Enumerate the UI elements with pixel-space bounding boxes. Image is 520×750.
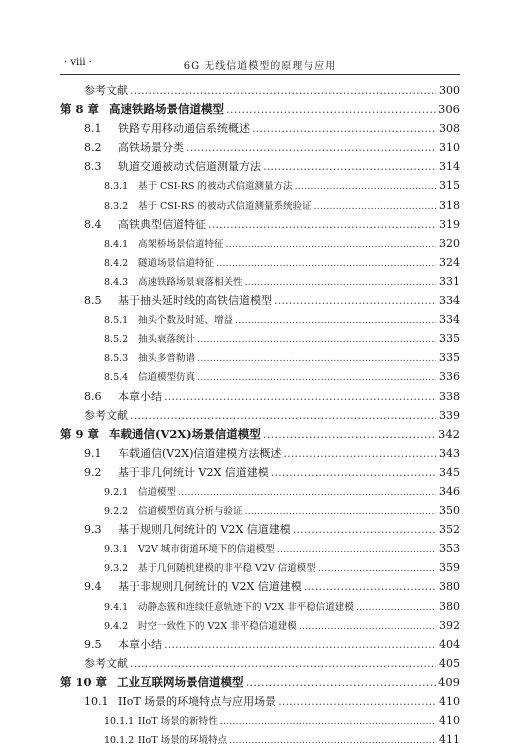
toc-entry-title: 基于几何随机建模的非平稳 V2V 信道模型 — [138, 563, 316, 575]
toc-entry-page: 310 — [439, 141, 460, 155]
toc-section-entry[interactable] — [60, 387, 460, 406]
dot-leader — [283, 444, 436, 463]
toc-section-entry[interactable] — [60, 463, 460, 482]
toc-references-entry[interactable] — [60, 406, 460, 425]
toc-entry-label — [84, 387, 162, 406]
toc-entry-number: 9.4.2 — [104, 620, 129, 632]
toc-entry-label — [84, 138, 184, 157]
toc-entry-page: 308 — [439, 122, 460, 136]
toc-entry-number: 8.3.2 — [104, 200, 129, 212]
toc-entry-label — [84, 520, 291, 539]
toc-entry-label — [60, 673, 244, 692]
toc-entry-page: 335 — [439, 332, 460, 346]
toc-entry-title: 轨道交通被动式信道测量方法 — [118, 160, 261, 174]
toc-entry-number: 9.3 — [84, 523, 102, 537]
toc-entry-page: 336 — [439, 370, 460, 384]
toc-entry-number: 9.4 — [84, 580, 102, 594]
dot-leader — [356, 598, 436, 617]
toc-entry-page: 409 — [438, 674, 460, 689]
toc-entry-page: 410 — [439, 695, 460, 708]
toc-entry-title: 基于非几何统计 V2X 信道建模 — [118, 465, 269, 479]
toc-entry-page: 345 — [439, 465, 460, 479]
toc-entry-page: 324 — [439, 255, 460, 269]
toc-entry-label — [104, 254, 214, 273]
dot-leader — [164, 635, 436, 654]
toc-entry-title: 信道模型仿真 — [138, 372, 196, 384]
toc-entry-label — [84, 692, 276, 711]
toc-entry-number: 8.4.3 — [104, 276, 129, 288]
toc-entry-label — [104, 177, 292, 196]
toc-entry-title: 铁路专用移动通信系统概述 — [118, 122, 250, 136]
dot-leader — [186, 138, 436, 157]
dot-leader — [216, 254, 436, 273]
toc-entry-label — [104, 483, 176, 502]
toc-entry-title: 本章小结 — [118, 637, 162, 651]
toc-subsection-entry[interactable] — [60, 501, 460, 520]
toc-section-entry[interactable] — [60, 119, 460, 138]
toc-entry-title: 信道模型 — [138, 486, 177, 498]
toc-entry-number: 8.1 — [84, 122, 102, 136]
toc-entry-label — [104, 197, 311, 216]
toc-entry-title: 参考文献 — [84, 656, 128, 670]
toc-entry-page: 343 — [439, 446, 460, 460]
dot-leader — [318, 559, 436, 578]
toc-entry-label — [84, 215, 206, 234]
dot-leader — [130, 81, 436, 100]
toc-entry-label — [84, 406, 128, 425]
toc-subsection-entry[interactable] — [60, 730, 460, 749]
toc-section-entry[interactable] — [60, 215, 460, 234]
toc-entry-title: 基于规则几何统计的 V2X 信道建模 — [118, 523, 291, 537]
toc-subsection-entry[interactable] — [60, 539, 460, 558]
toc-entry-label — [104, 235, 224, 254]
toc-entry-title: 抽头多普勒谱 — [138, 353, 196, 365]
toc-entry-number: 10.1.1 — [104, 716, 135, 728]
toc-entry-number: 8.5.4 — [104, 372, 129, 384]
toc-entry-label — [104, 712, 218, 731]
dot-leader — [246, 673, 436, 692]
toc-entry-label — [104, 598, 354, 617]
toc-entry-page: 352 — [439, 523, 460, 537]
toc-entry-page: 353 — [439, 542, 460, 556]
toc-entry-title: 信道模型仿真分析与验证 — [138, 506, 243, 518]
toc-entry-page: 380 — [439, 599, 460, 613]
dot-leader — [304, 577, 436, 596]
toc-entry-label — [104, 349, 195, 368]
toc-entry-title: 工业互联网场景信道模型 — [117, 674, 244, 689]
toc-entry-number: 8.5.1 — [104, 315, 129, 327]
toc-entry-title: 基于非规则几何统计的 V2X 信道建模 — [118, 580, 302, 594]
toc-entry-label — [84, 81, 128, 100]
toc-entry-page: 318 — [439, 198, 460, 212]
toc-entry-label — [104, 617, 297, 636]
toc-entry-number: 9.5 — [84, 637, 102, 651]
dot-leader — [178, 483, 436, 502]
toc-subsection-entry[interactable] — [60, 253, 460, 272]
toc-entry-number: 8.4.1 — [104, 238, 129, 250]
toc-section-entry[interactable] — [60, 692, 460, 711]
dot-leader — [226, 100, 436, 119]
dot-leader — [235, 311, 436, 330]
toc-entry-label — [84, 577, 302, 596]
toc-entry-label — [84, 291, 272, 310]
dot-leader — [226, 235, 436, 254]
toc-entry-page: 359 — [439, 561, 460, 575]
toc-entry-number: 8.3.1 — [104, 181, 129, 193]
toc-entry-number: 8.5 — [84, 294, 102, 308]
toc-entry-page: 346 — [439, 484, 460, 498]
dot-leader — [197, 349, 436, 368]
toc-subsection-entry[interactable] — [60, 367, 460, 386]
dot-leader — [245, 273, 436, 292]
toc-entry-number: 9.2.1 — [104, 486, 129, 498]
toc-entry-title: IIoT 场景的环境特点与应用场景 — [118, 695, 277, 708]
dot-leader — [271, 463, 436, 482]
toc-entry-number: 8.3 — [84, 160, 102, 174]
toc-chapter-entry[interactable] — [60, 100, 460, 119]
toc-section-entry[interactable] — [60, 291, 460, 310]
dot-leader — [277, 540, 436, 559]
dot-leader — [208, 215, 436, 234]
toc-entry-label — [60, 100, 224, 119]
toc-entry-label — [104, 540, 275, 559]
toc-entry-label — [84, 157, 261, 176]
page-header — [60, 57, 460, 73]
toc-entry-number: 8.4 — [84, 217, 102, 231]
toc-entry-label — [104, 273, 243, 292]
toc-entry-title: 抽头个数及时延、增益 — [138, 315, 234, 327]
toc-subsection-entry[interactable] — [60, 329, 460, 348]
toc-entry-page: 335 — [439, 351, 460, 365]
toc-entry-number: 9.2.2 — [104, 506, 129, 518]
header-rule — [60, 74, 460, 75]
dot-leader — [229, 731, 436, 750]
toc-entry-title: 抽头衰落统计 — [138, 334, 196, 346]
toc-subsection-entry[interactable] — [60, 348, 460, 367]
toc-entry-page: 331 — [439, 274, 460, 288]
toc-entry-title: 车载通信(V2X)场景信道模型 — [109, 426, 261, 441]
dot-leader — [252, 119, 436, 138]
toc-entry-label — [104, 330, 195, 349]
toc-section-entry[interactable] — [60, 444, 460, 463]
dot-leader — [130, 654, 436, 673]
dot-leader — [197, 368, 436, 387]
toc-subsection-entry[interactable] — [60, 597, 460, 616]
toc-subsection-entry[interactable] — [60, 558, 460, 577]
toc-entry-page: 320 — [439, 236, 460, 250]
toc-entry-title: 车载通信(V2X)信道建模方法概述 — [118, 446, 282, 460]
toc-entry-title: 参考文献 — [84, 84, 128, 97]
toc-entry-title: 基于 CSI-RS 的被动式信道测量系统验证 — [138, 200, 312, 212]
running-title: 6G 无线信道模型的原理与应用 — [183, 61, 337, 72]
toc-section-entry[interactable] — [60, 635, 460, 654]
toc-entry-label — [104, 559, 316, 578]
toc-entry-label — [104, 311, 233, 330]
dot-leader — [164, 387, 436, 406]
toc-entry-title: 隧道场景信道特征 — [138, 257, 215, 269]
toc-subsection-entry[interactable] — [60, 310, 460, 329]
toc-entry-number: 10.1.2 — [104, 735, 135, 747]
toc-entry-title: 基于抽头延时线的高铁信道模型 — [118, 294, 272, 308]
toc-section-entry[interactable] — [60, 138, 460, 157]
toc-entry-number: 9.4.1 — [104, 601, 129, 613]
page-number-label: · viii · — [64, 57, 92, 68]
toc-entry-title: 基于 CSI-RS 的被动式信道测量方法 — [138, 181, 293, 193]
toc-entry-page: 339 — [439, 408, 460, 422]
toc-entry-page: 411 — [439, 733, 460, 747]
toc-entry-number: 8.6 — [84, 389, 102, 403]
toc-entry-label — [104, 502, 243, 521]
toc-entry-title: IIoT 场景的环境特点 — [138, 735, 228, 747]
toc-references-entry[interactable] — [60, 654, 460, 673]
toc-entry-label — [104, 368, 195, 387]
toc-entry-number: 10.1 — [84, 695, 109, 708]
toc-entry-page: 380 — [439, 580, 460, 594]
dot-leader — [130, 406, 436, 425]
toc-entry-title: 本章小结 — [118, 389, 162, 403]
toc-entry-title: 时空一致性下的 V2X 非平稳信道建模 — [138, 620, 297, 632]
toc-entry-label — [84, 654, 128, 673]
toc-entry-page: 306 — [438, 102, 460, 117]
toc-subsection-entry[interactable] — [60, 272, 460, 291]
dot-leader — [278, 692, 436, 711]
dot-leader — [197, 330, 436, 349]
toc-entry-label — [84, 463, 269, 482]
toc-entry-title: V2V 城市街道环境下的信道模型 — [138, 544, 275, 556]
toc-entry-number: 第 9 章 — [60, 426, 100, 441]
toc-entry-page: 334 — [439, 294, 460, 308]
toc-entry-label — [104, 731, 227, 750]
toc-subsection-entry[interactable] — [60, 616, 460, 635]
toc-entry-title: 高速铁路场景衰落相关性 — [138, 276, 243, 288]
toc-entry-page: 334 — [439, 313, 460, 327]
toc-subsection-entry[interactable] — [60, 482, 460, 501]
toc-entry-page: 315 — [439, 179, 460, 193]
toc-subsection-entry[interactable] — [60, 234, 460, 253]
toc-references-entry[interactable] — [60, 81, 460, 100]
toc-section-entry[interactable] — [60, 157, 460, 176]
toc-subsection-entry[interactable] — [60, 196, 460, 215]
toc-entry-title: 高架桥场景信道特征 — [138, 238, 224, 250]
toc-entry-page: 338 — [439, 389, 460, 403]
toc-section-entry[interactable] — [60, 577, 460, 596]
toc-entry-number: 9.1 — [84, 446, 102, 460]
toc-subsection-entry[interactable] — [60, 176, 460, 195]
toc-entry-label — [84, 444, 281, 463]
toc-entry-title: 动静态簇和连续任意轨迹下的 V2X 非平稳信道建模 — [138, 601, 354, 613]
toc-entry-label — [84, 635, 162, 654]
dot-leader — [263, 157, 436, 176]
dot-leader — [263, 425, 436, 444]
toc-entry-label — [84, 119, 250, 138]
toc-entry-page: 350 — [439, 504, 460, 518]
toc-entry-number: 第 8 章 — [60, 102, 100, 117]
toc-entry-label — [60, 425, 261, 444]
dot-leader — [293, 520, 436, 539]
dot-leader — [220, 712, 436, 731]
toc-subsection-entry[interactable] — [60, 711, 460, 730]
toc-entry-page: 314 — [439, 160, 460, 174]
dot-leader — [294, 177, 436, 196]
toc-entry-title: 高铁典型信道特征 — [118, 217, 206, 231]
toc-chapter-entry[interactable] — [60, 673, 460, 692]
toc-entry-number: 8.5.3 — [104, 353, 129, 365]
toc-entry-number: 8.5.2 — [104, 334, 129, 346]
toc-entry-number: 9.3.2 — [104, 563, 129, 575]
toc-entry-page: 300 — [439, 84, 460, 97]
table-of-contents — [60, 81, 460, 749]
toc-entry-page: 410 — [439, 714, 460, 728]
toc-entry-page: 342 — [438, 426, 460, 441]
toc-entry-number: 第 10 章 — [60, 674, 108, 689]
toc-entry-page: 405 — [439, 656, 460, 670]
toc-entry-page: 404 — [439, 637, 460, 651]
toc-entry-number: 9.2 — [84, 465, 102, 479]
toc-entry-title: 高铁场景分类 — [118, 141, 184, 155]
toc-entry-page: 319 — [439, 217, 460, 231]
toc-entry-page: 392 — [439, 618, 460, 632]
toc-entry-title: 参考文献 — [84, 408, 128, 422]
toc-entry-number: 9.3.1 — [104, 544, 129, 556]
dot-leader — [274, 291, 436, 310]
dot-leader — [245, 502, 436, 521]
toc-chapter-entry[interactable] — [60, 425, 460, 444]
toc-entry-number: 8.4.2 — [104, 257, 129, 269]
toc-entry-number: 8.2 — [84, 141, 102, 155]
toc-entry-title: IIoT 场景的新特性 — [138, 716, 218, 728]
toc-section-entry[interactable] — [60, 520, 460, 539]
toc-entry-title: 高速铁路场景信道模型 — [109, 102, 225, 117]
dot-leader — [299, 617, 436, 636]
dot-leader — [313, 197, 436, 216]
